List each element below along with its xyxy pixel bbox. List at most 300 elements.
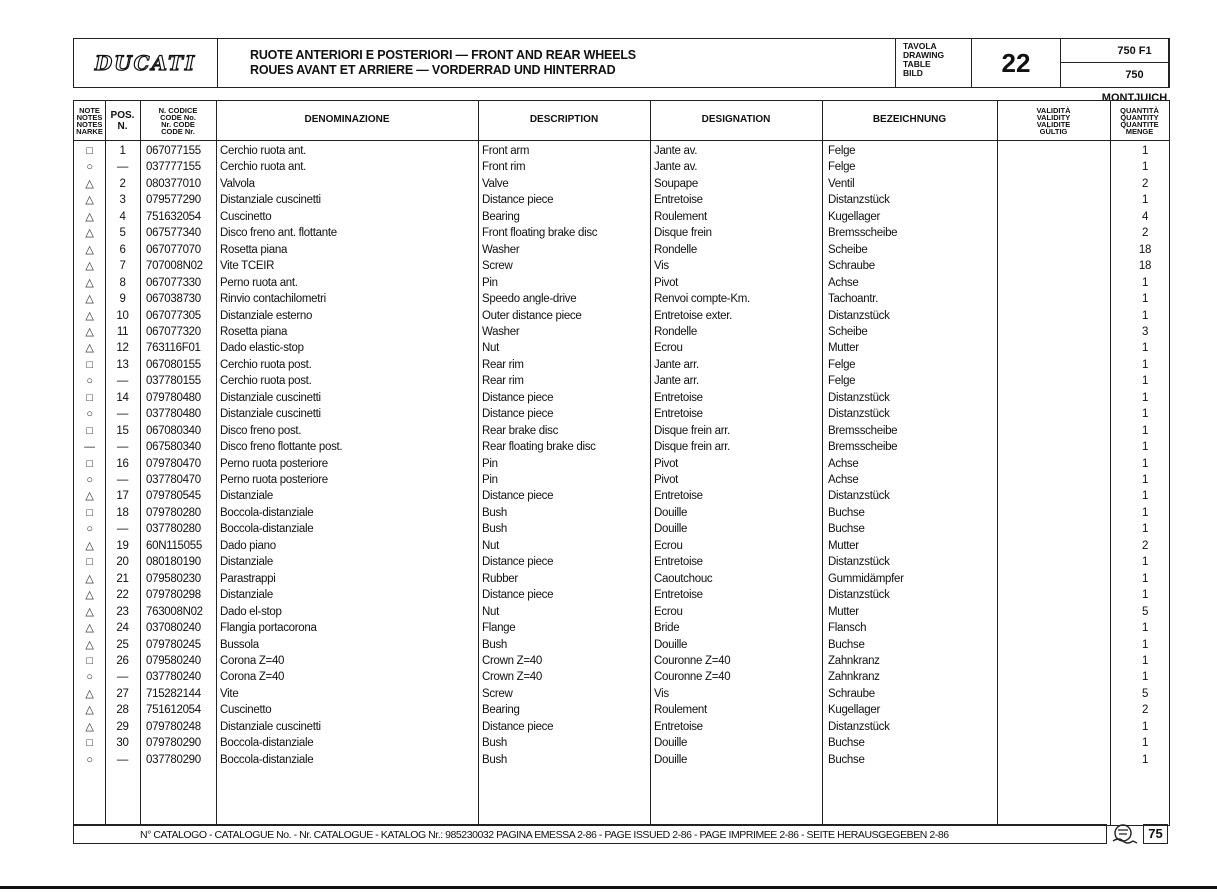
row-note: ○ bbox=[86, 408, 93, 421]
sheet-header bbox=[73, 38, 1170, 104]
drawing-label-it: TAVOLA bbox=[903, 41, 937, 51]
col-header-notes-it: NOTE bbox=[79, 105, 100, 115]
row-part-code: 067077305 bbox=[146, 309, 201, 322]
row-description: Rear floating brake disc bbox=[482, 441, 596, 454]
row-position: 6 bbox=[119, 243, 126, 256]
page-box bbox=[1107, 824, 1168, 844]
row-bezeichnung: Bremsscheibe bbox=[828, 227, 898, 240]
row-bezeichnung: Bremsscheibe bbox=[828, 424, 898, 437]
table-row bbox=[74, 291, 1169, 308]
row-position: 20 bbox=[116, 556, 129, 569]
row-part-code: 763008N02 bbox=[146, 605, 203, 618]
catalogue-footer: N° CATALOGO - CATALOGUE No. - Nr. CATALOGUE - KATALOG Nr.: 985230032 PAGINA EMESSA 2-86 - PAGE ISSUED 2-86 - PAGE IMPRIMEE 2-86 - SEITE HERAUSGEGEBEN 2-86 bbox=[73, 824, 1107, 844]
row-bezeichnung: Zahnkranz bbox=[828, 671, 880, 684]
row-quantity: 1 bbox=[1141, 309, 1149, 322]
row-quantity: 5 bbox=[1141, 687, 1149, 700]
row-part-code: 079780470 bbox=[146, 457, 201, 470]
row-part-code: 067580340 bbox=[146, 441, 201, 454]
row-position: 18 bbox=[116, 506, 129, 519]
row-denominazione: Dado elastic-stop bbox=[220, 342, 304, 355]
row-description: Pin bbox=[482, 276, 498, 289]
row-position: 26 bbox=[116, 654, 129, 667]
row-description: Bush bbox=[482, 523, 508, 536]
row-part-code: 037080240 bbox=[146, 622, 201, 635]
row-note: □ bbox=[86, 506, 93, 519]
row-quantity: 3 bbox=[1141, 325, 1149, 338]
page-number: 75 bbox=[1143, 824, 1168, 844]
col-header-validity-it: VALIDITÀ bbox=[1036, 105, 1071, 115]
table-row bbox=[74, 653, 1169, 670]
col-header-notes-en: NOTES bbox=[76, 112, 103, 122]
row-designation: Jante av. bbox=[654, 145, 698, 157]
row-description: Screw bbox=[482, 687, 513, 700]
row-note: ○ bbox=[86, 474, 93, 486]
row-description: Distance piece bbox=[482, 408, 554, 421]
row-denominazione: Rinvio contachilometri bbox=[220, 293, 326, 306]
row-note: — bbox=[84, 441, 95, 454]
row-designation: Bride bbox=[654, 622, 680, 635]
row-note: □ bbox=[86, 424, 93, 437]
row-position: 22 bbox=[116, 589, 129, 602]
row-note: △ bbox=[85, 490, 94, 503]
row-note: ○ bbox=[86, 753, 93, 766]
col-header-quantity-en: QUANTITY bbox=[1120, 112, 1159, 122]
row-description: Distance piece bbox=[482, 720, 554, 733]
row-note: ○ bbox=[86, 671, 93, 684]
row-bezeichnung: Buchse bbox=[828, 638, 865, 651]
row-part-code: 079780245 bbox=[146, 638, 201, 651]
row-description: Pin bbox=[482, 474, 498, 486]
row-denominazione: Disco freno ant. flottante bbox=[220, 227, 337, 240]
row-part-code: 067077320 bbox=[146, 325, 201, 338]
parts-table bbox=[73, 100, 1170, 826]
table-row bbox=[74, 587, 1169, 604]
row-part-code: 037780155 bbox=[146, 375, 201, 388]
row-quantity: 1 bbox=[1141, 408, 1149, 421]
row-denominazione: Distanziale bbox=[220, 490, 273, 503]
row-description: Bush bbox=[482, 506, 508, 519]
row-bezeichnung: Achse bbox=[828, 276, 859, 289]
row-designation: Pivot bbox=[654, 457, 679, 470]
row-position: 10 bbox=[116, 309, 129, 322]
row-part-code: 037780480 bbox=[146, 408, 201, 421]
row-bezeichnung: Distanzstück bbox=[828, 408, 890, 421]
row-quantity: 5 bbox=[1141, 605, 1149, 618]
row-part-code: 60N115055 bbox=[146, 539, 202, 552]
row-quantity: 1 bbox=[1141, 194, 1149, 207]
table-row bbox=[74, 571, 1169, 588]
row-description: Crown Z=40 bbox=[482, 671, 542, 684]
table-row bbox=[74, 275, 1169, 292]
table-row bbox=[74, 669, 1169, 686]
row-part-code: 079580230 bbox=[146, 572, 201, 585]
row-denominazione: Disco freno post. bbox=[220, 424, 302, 437]
row-note: △ bbox=[85, 342, 94, 355]
row-part-code: 079780280 bbox=[146, 506, 201, 519]
row-designation: Entretoise bbox=[654, 720, 703, 733]
row-denominazione: Perno ruota posteriore bbox=[220, 474, 328, 486]
row-bezeichnung: Scheibe bbox=[828, 243, 868, 256]
row-designation: Ecrou bbox=[654, 539, 683, 552]
col-header-bezeichnung: BEZEICHNUNG bbox=[872, 114, 947, 126]
row-quantity: 1 bbox=[1141, 638, 1149, 651]
row-denominazione: Distanziale cuscinetti bbox=[220, 391, 321, 404]
table-row bbox=[74, 192, 1169, 209]
row-bezeichnung: Buchse bbox=[828, 523, 865, 536]
row-denominazione: Valvola bbox=[220, 177, 255, 190]
row-bezeichnung: Achse bbox=[828, 474, 859, 486]
motorcycle-logo-icon bbox=[1109, 822, 1141, 846]
row-note: △ bbox=[85, 177, 94, 190]
row-position: 11 bbox=[116, 325, 129, 338]
row-quantity: 2 bbox=[1141, 539, 1149, 552]
row-denominazione: Distanziale cuscinetti bbox=[220, 408, 321, 421]
drawing-label-en: DRAWING bbox=[903, 50, 945, 60]
row-description: Bush bbox=[482, 753, 508, 766]
table-row bbox=[74, 176, 1169, 193]
row-designation: Couronne Z=40 bbox=[654, 671, 731, 684]
row-bezeichnung: Kugellager bbox=[828, 704, 880, 717]
row-denominazione: Vite TCEIR bbox=[220, 260, 275, 273]
row-note: □ bbox=[86, 391, 93, 404]
row-description: Speedo angle-drive bbox=[482, 293, 577, 306]
row-quantity: 18 bbox=[1138, 243, 1152, 256]
row-part-code: 067077155 bbox=[146, 145, 201, 157]
col-header-quantity-fr: QUANTITE bbox=[1120, 119, 1159, 129]
row-bezeichnung: Felge bbox=[828, 145, 856, 157]
col-header-pos-1: POS. bbox=[110, 109, 135, 121]
col-header-designation: DESIGNATION bbox=[701, 114, 771, 126]
table-row bbox=[74, 538, 1169, 555]
row-denominazione: Rosetta piana bbox=[220, 243, 288, 256]
row-bezeichnung: Buchse bbox=[828, 753, 865, 766]
row-denominazione: Distanziale bbox=[220, 589, 273, 602]
row-description: Rear brake disc bbox=[482, 424, 559, 437]
col-header-quantity-de: MENGE bbox=[1125, 126, 1154, 136]
row-position: 12 bbox=[116, 342, 129, 355]
row-note: △ bbox=[85, 243, 94, 256]
row-bezeichnung: Buchse bbox=[828, 737, 865, 750]
col-header-validity-en: VALIDITY bbox=[1036, 112, 1071, 122]
row-position: 29 bbox=[116, 720, 129, 733]
row-bezeichnung: Mutter bbox=[828, 539, 859, 552]
table-row bbox=[74, 423, 1169, 440]
table-row bbox=[74, 390, 1169, 407]
row-bezeichnung: Distanzstück bbox=[828, 720, 890, 733]
row-description: Distance piece bbox=[482, 589, 554, 602]
row-bezeichnung: Mutter bbox=[828, 342, 859, 355]
table-row bbox=[74, 324, 1169, 341]
col-header-quantity-it: QUANTITÀ bbox=[1120, 105, 1159, 115]
row-quantity: 1 bbox=[1141, 753, 1149, 766]
table-row bbox=[74, 521, 1169, 538]
table-row bbox=[74, 340, 1169, 357]
table-row bbox=[74, 488, 1169, 505]
row-position: 17 bbox=[116, 490, 129, 503]
row-description: Rear rim bbox=[482, 358, 524, 371]
table-row bbox=[74, 258, 1169, 275]
col-header-validity bbox=[997, 101, 1110, 140]
title-line-1: RUOTE ANTERIORI E POSTERIORI — FRONT AND REAR WHEELS bbox=[250, 48, 636, 62]
row-quantity: 4 bbox=[1141, 210, 1149, 223]
row-position: 21 bbox=[116, 572, 129, 585]
row-note: △ bbox=[85, 572, 94, 585]
row-denominazione: Perno ruota posteriore bbox=[220, 457, 328, 470]
row-note: △ bbox=[85, 589, 94, 602]
row-bezeichnung: Felge bbox=[828, 161, 856, 174]
row-part-code: 079780545 bbox=[146, 490, 201, 503]
row-position: 4 bbox=[119, 210, 126, 223]
row-designation: Entretoise bbox=[654, 589, 703, 602]
col-header-description: DESCRIPTION bbox=[529, 114, 599, 126]
row-quantity: 1 bbox=[1141, 457, 1149, 470]
row-position: — bbox=[116, 474, 129, 486]
row-bezeichnung: Mutter bbox=[828, 605, 859, 618]
row-quantity: 2 bbox=[1141, 227, 1149, 240]
row-designation: Disque frein arr. bbox=[654, 424, 731, 437]
row-denominazione: Distanziale bbox=[220, 556, 273, 569]
row-description: Washer bbox=[482, 325, 520, 338]
row-designation: Entretoise bbox=[654, 556, 703, 569]
table-row bbox=[74, 406, 1169, 423]
row-designation: Roulement bbox=[654, 704, 707, 717]
row-quantity: 1 bbox=[1141, 145, 1149, 157]
drawing-label bbox=[897, 39, 972, 87]
table-row bbox=[74, 143, 1169, 160]
row-designation: Entretoise exter. bbox=[654, 309, 733, 322]
row-designation: Entretoise bbox=[654, 490, 703, 503]
row-designation: Disque frein arr. bbox=[654, 441, 731, 454]
row-note: △ bbox=[85, 260, 94, 273]
table-row bbox=[74, 505, 1169, 522]
table-row bbox=[74, 554, 1169, 571]
table-row bbox=[74, 620, 1169, 637]
row-quantity: 1 bbox=[1141, 161, 1149, 174]
row-denominazione: Bussola bbox=[220, 638, 259, 651]
row-note: □ bbox=[86, 358, 93, 371]
row-quantity: 18 bbox=[1138, 260, 1152, 273]
row-quantity: 1 bbox=[1141, 441, 1149, 454]
row-designation: Pivot bbox=[654, 276, 679, 289]
table-row bbox=[74, 225, 1169, 242]
row-position: 8 bbox=[119, 276, 126, 289]
row-bezeichnung: Felge bbox=[828, 358, 856, 371]
row-position: 30 bbox=[116, 737, 129, 750]
table-row bbox=[74, 209, 1169, 226]
row-denominazione: Disco freno flottante post. bbox=[220, 441, 343, 454]
row-denominazione: Boccola-distanziale bbox=[220, 753, 314, 766]
row-quantity: 1 bbox=[1141, 490, 1149, 503]
row-description: Distance piece bbox=[482, 194, 554, 207]
row-designation: Soupape bbox=[654, 177, 698, 190]
table-row bbox=[74, 242, 1169, 259]
row-denominazione: Cerchio ruota ant. bbox=[220, 145, 307, 157]
row-note: △ bbox=[85, 605, 94, 618]
row-position: 7 bbox=[119, 260, 126, 273]
row-note: △ bbox=[85, 293, 94, 306]
row-quantity: 1 bbox=[1141, 375, 1149, 388]
row-description: Bearing bbox=[482, 704, 520, 717]
col-header-pos bbox=[105, 101, 140, 140]
row-bezeichnung: Scheibe bbox=[828, 325, 868, 338]
row-quantity: 1 bbox=[1141, 556, 1149, 569]
row-part-code: 067038730 bbox=[146, 293, 201, 306]
col-header-validity-fr: VALIDITE bbox=[1036, 119, 1071, 129]
row-designation: Renvoi compte-Km. bbox=[654, 293, 750, 306]
table-row bbox=[74, 439, 1169, 456]
row-note: ○ bbox=[86, 523, 93, 536]
row-denominazione: Vite bbox=[220, 687, 239, 700]
row-position: 15 bbox=[116, 424, 129, 437]
row-position: 1 bbox=[119, 145, 126, 157]
row-bezeichnung: Kugellager bbox=[828, 210, 880, 223]
row-bezeichnung: Zahnkranz bbox=[828, 654, 880, 667]
table-row bbox=[74, 357, 1169, 374]
row-denominazione: Boccola-distanziale bbox=[220, 523, 314, 536]
row-description: Washer bbox=[482, 243, 520, 256]
row-description: Valve bbox=[482, 177, 509, 190]
row-note: △ bbox=[85, 687, 94, 700]
row-description: Front arm bbox=[482, 145, 530, 157]
table-row bbox=[74, 308, 1169, 325]
row-part-code: 079780248 bbox=[146, 720, 201, 733]
row-note: △ bbox=[85, 720, 94, 733]
row-note: □ bbox=[86, 145, 93, 157]
row-note: ○ bbox=[86, 375, 93, 388]
row-designation: Caoutchouc bbox=[654, 572, 713, 585]
sheet-title bbox=[218, 39, 896, 87]
row-position: — bbox=[116, 408, 129, 421]
row-quantity: 2 bbox=[1141, 177, 1149, 190]
row-denominazione: Cuscinetto bbox=[220, 704, 272, 717]
row-position: 13 bbox=[116, 358, 129, 371]
row-denominazione: Dado piano bbox=[220, 539, 276, 552]
row-designation: Vis bbox=[654, 260, 669, 273]
row-part-code: 067077070 bbox=[146, 243, 201, 256]
row-position: 27 bbox=[116, 687, 129, 700]
row-bezeichnung: Ventil bbox=[828, 177, 855, 190]
row-designation: Disque frein bbox=[654, 227, 712, 240]
row-position: 25 bbox=[116, 638, 129, 651]
row-designation: Entretoise bbox=[654, 194, 703, 207]
col-header-notes-de: NARKE bbox=[76, 126, 103, 136]
col-header-code-fr: Nr. CODE bbox=[161, 119, 195, 129]
row-quantity: 1 bbox=[1141, 342, 1149, 355]
row-denominazione: Cerchio ruota post. bbox=[220, 358, 312, 371]
row-note: △ bbox=[85, 276, 94, 289]
model-name-1: 750 F1 bbox=[1061, 39, 1168, 63]
row-part-code: 037780470 bbox=[146, 474, 201, 486]
row-part-code: 037780240 bbox=[146, 671, 201, 684]
row-description: Distance piece bbox=[482, 556, 554, 569]
row-denominazione: Corona Z=40 bbox=[220, 671, 285, 684]
table-row bbox=[74, 702, 1169, 719]
row-bezeichnung: Distanzstück bbox=[828, 490, 890, 503]
row-position: 5 bbox=[119, 227, 126, 240]
col-header-code-de: CODE Nr. bbox=[161, 126, 195, 136]
row-description: Screw bbox=[482, 260, 513, 273]
row-denominazione: Cuscinetto bbox=[220, 210, 272, 223]
row-description: Distance piece bbox=[482, 490, 554, 503]
row-note: □ bbox=[86, 654, 93, 667]
row-designation: Roulement bbox=[654, 210, 707, 223]
row-quantity: 2 bbox=[1141, 704, 1149, 717]
row-denominazione: Distanziale cuscinetti bbox=[220, 194, 321, 207]
row-quantity: 1 bbox=[1141, 737, 1149, 750]
row-designation: Douille bbox=[654, 753, 688, 766]
table-row bbox=[74, 373, 1169, 390]
row-part-code: 079780290 bbox=[146, 737, 201, 750]
row-denominazione: Distanziale esterno bbox=[220, 309, 313, 322]
row-description: Nut bbox=[482, 539, 499, 552]
table-row bbox=[74, 159, 1169, 176]
row-description: Rear rim bbox=[482, 375, 524, 388]
row-position: 24 bbox=[116, 622, 129, 635]
row-bezeichnung: Buchse bbox=[828, 506, 865, 519]
row-bezeichnung: Tachoantr. bbox=[828, 293, 879, 306]
table-row bbox=[74, 752, 1169, 769]
row-bezeichnung: Distanzstück bbox=[828, 589, 890, 602]
header-row-divider bbox=[74, 140, 1169, 141]
row-designation: Douille bbox=[654, 523, 688, 536]
row-position: — bbox=[116, 375, 129, 388]
row-quantity: 1 bbox=[1141, 654, 1149, 667]
row-description: Distance piece bbox=[482, 391, 554, 404]
row-denominazione: Flangia portacorona bbox=[220, 622, 317, 635]
row-position: 14 bbox=[116, 391, 129, 404]
row-quantity: 1 bbox=[1141, 293, 1149, 306]
row-bezeichnung: Schraube bbox=[828, 260, 875, 273]
row-quantity: 1 bbox=[1141, 589, 1149, 602]
row-bezeichnung: Distanzstück bbox=[828, 391, 890, 404]
row-note: △ bbox=[85, 227, 94, 240]
row-bezeichnung: Achse bbox=[828, 457, 859, 470]
row-quantity: 1 bbox=[1141, 474, 1149, 486]
row-position: — bbox=[116, 753, 129, 766]
row-description: Bush bbox=[482, 737, 508, 750]
row-designation: Rondelle bbox=[654, 325, 697, 338]
row-note: △ bbox=[85, 325, 94, 338]
row-denominazione: Dado el-stop bbox=[220, 605, 282, 618]
row-bezeichnung: Flansch bbox=[828, 622, 867, 635]
row-position: 16 bbox=[116, 457, 129, 470]
row-denominazione: Boccola-distanziale bbox=[220, 506, 314, 519]
row-bezeichnung: Gummidämpfer bbox=[828, 572, 904, 585]
row-part-code: 080377010 bbox=[146, 177, 201, 190]
row-designation: Entretoise bbox=[654, 408, 703, 421]
row-position: — bbox=[116, 161, 129, 174]
row-note: □ bbox=[86, 737, 93, 750]
row-note: △ bbox=[85, 210, 94, 223]
row-description: Flange bbox=[482, 622, 516, 635]
row-quantity: 1 bbox=[1141, 572, 1149, 585]
row-denominazione: Distanziale cuscinetti bbox=[220, 720, 321, 733]
row-note: □ bbox=[86, 556, 93, 569]
row-denominazione: Cerchio ruota ant. bbox=[220, 161, 307, 174]
row-note: ○ bbox=[86, 161, 93, 174]
row-part-code: 763116F01 bbox=[146, 342, 201, 355]
table-row bbox=[74, 604, 1169, 621]
col-header-quantity bbox=[1110, 101, 1169, 140]
row-denominazione: Parastrappi bbox=[220, 572, 276, 585]
table-row bbox=[74, 686, 1169, 703]
row-bezeichnung: Distanzstück bbox=[828, 309, 890, 322]
row-note: △ bbox=[85, 638, 94, 651]
drawing-label-fr: TABLE bbox=[903, 59, 931, 69]
row-bezeichnung: Distanzstück bbox=[828, 556, 890, 569]
row-designation: Jante av. bbox=[654, 161, 698, 174]
row-quantity: 1 bbox=[1141, 671, 1149, 684]
